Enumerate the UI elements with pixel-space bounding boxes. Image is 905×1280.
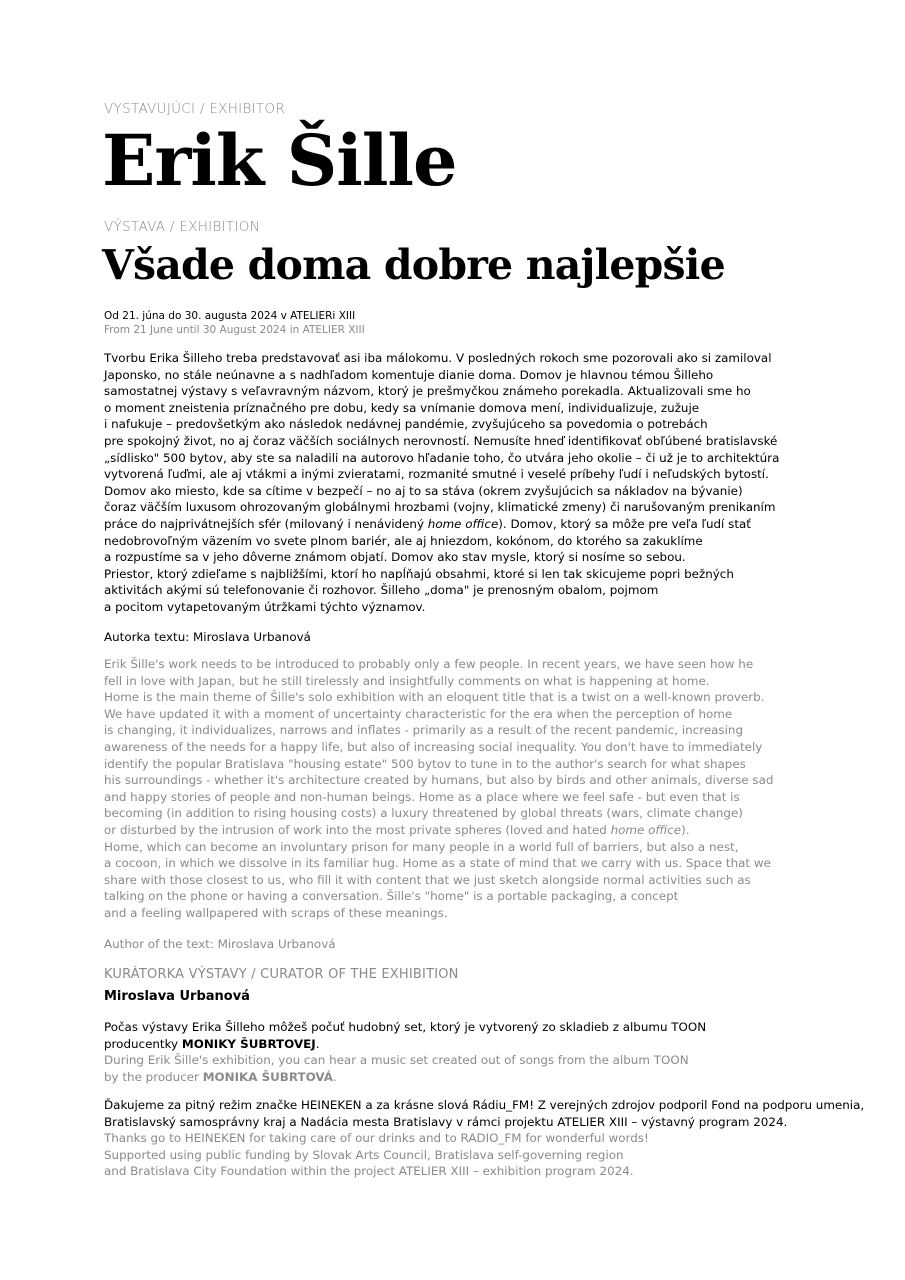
text-line: and happy stories of people and non-human beings. Home as a place where we feel safe - but even that is xyxy=(104,789,740,804)
thanks-en-line: Thanks go to HEINEKEN for taking care of our drinks and to RADIO_FM for wonderful words! xyxy=(104,1131,649,1146)
text-fragment: . xyxy=(315,1036,320,1051)
text-line: aktivitách akými sú telefonovanie či rozhovor. Šilleho „doma" je prenosným obalom, pojmom xyxy=(104,583,659,598)
text-line: becoming (in addition to rising housing costs) a luxury threatened by global threats (wars, climate change) xyxy=(104,806,743,821)
text-line xyxy=(104,516,834,533)
text-line: čoraz väčším luxusom ohrozovaným globálnymi hrozbami (vojny, klimatické zmeny) či narušovaným prenikaním xyxy=(104,500,776,515)
text-line: Domov ako miesto, kde sa cítime v bezpečí – no aj to sa stáva (okrem zvyšujúcich sa nákladov na bývanie) xyxy=(104,483,743,498)
music-en-line: During Erik Šille's exhibition, you can hear a music set created out of songs from the album TOON xyxy=(104,1053,689,1068)
thanks-en-line: and Bratislava City Foundation within the project ATELIER XIII – exhibition program 2024. xyxy=(104,1164,634,1179)
dates-sk: Od 21. júna do 30. augusta 2024 v ATELIERi XIII xyxy=(104,310,356,322)
text-line: talking on the phone or having a conversation. Šille's "home" is a portable packaging, a concept xyxy=(104,889,679,904)
dates-en: From 21 June until 30 August 2024 in ATELIER XIII xyxy=(104,324,365,336)
text-line: is changing, it individualizes, narrows and inflates - primarily as a result of the recent pandemic, increasing xyxy=(104,723,744,738)
text-line: Erik Šille's work needs to be introduced to probably only a few people. In recent years, we have seen how he xyxy=(104,657,754,671)
text-line: pre spokojný život, no aj čoraz väčších sociálnych nerovností. Nemusíte hneď identifikovať obľúbené bratislavské xyxy=(104,433,778,448)
text-italic: home office xyxy=(610,822,682,837)
text-line: Japonsko, no stále neúnavne a s nadhľadom komentuje dianie doma. Domov je hlavnou témou Šilleho xyxy=(104,367,714,382)
text-line: his surroundings - whether it's architecture created by humans, but also by birds and other animals, diverse sad xyxy=(104,773,774,788)
text-fragment: by the producer xyxy=(104,1069,203,1084)
text-en xyxy=(104,656,834,922)
text-line: a rozpustíme sa v jeho dôverne známom objatí. Domov ako stav mysle, ktorý si nosíme so sebou. xyxy=(104,550,686,565)
music-en-line xyxy=(104,1069,834,1086)
text-fragment: . xyxy=(333,1069,337,1084)
curator-name: Miroslava Urbanová xyxy=(104,989,250,1004)
text-line: We have updated it with a moment of uncertainty characteristic for the era when the perception of home xyxy=(104,706,733,721)
text-line: awareness of the needs for a happy life, but also of increasing social inequality. You don't have to immediately xyxy=(104,739,763,754)
text-line: Home is the main theme of Šille's solo exhibition with an eloquent title that is a twist on a well-known proverb. xyxy=(104,690,765,705)
text-fragment: producentky xyxy=(104,1036,182,1051)
artist-name: Erik Šille xyxy=(102,119,457,202)
thanks-note xyxy=(104,1097,865,1180)
exhibitor-label: VYSTAVUJÚCI / EXHIBITOR xyxy=(104,101,286,117)
text-fragment: práce do najprivátnejších sfér (milovaný i nenávidený xyxy=(104,516,428,531)
text-line: „sídlisko" 500 bytov, aby ste sa naladili na autorovo hľadanie toho, čo utvára jeho okolie – či už je to architektúra xyxy=(104,450,780,465)
text-line: Tvorbu Erika Šilleho treba predstavovať asi iba málokomu. V posledných rokoch sme pozorovali ako si zamiloval xyxy=(104,351,772,365)
producer-name-en: MONIKA ŠUBRTOVÁ xyxy=(202,1069,333,1084)
text-line: Priestor, ktorý zdieľame s najbližšími, ktorí ho napĺňajú obsahmi, ktoré si len tak skicujeme popri bežných xyxy=(104,566,734,581)
exhibition-title: Všade doma dobre najlepšie xyxy=(102,241,725,289)
author-sk: Autorka textu: Miroslava Urbanová xyxy=(104,630,311,644)
text-line: samostatnej výstavy s veľavravným názvom, ktorý je prešmyčkou známeho porekadla. Aktualizovali sme ho xyxy=(104,384,751,399)
text-line: vytvorená ľuďmi, ale aj vtákmi a inými zvieratami, rozmanité smutné i veselé príbehy ľudí i neľudských bytostí. xyxy=(104,467,769,482)
text-fragment: or disturbed by the intrusion of work into the most private spheres (loved and hated xyxy=(104,822,611,837)
producer-name-sk: MONIKY ŠUBRTOVEJ xyxy=(181,1036,316,1051)
exhibition-dates xyxy=(104,309,365,337)
music-note xyxy=(104,1019,834,1085)
text-fragment: ). xyxy=(681,822,690,837)
music-sk-line xyxy=(104,1036,834,1053)
thanks-en-line: Supported using public funding by Slovak Arts Council, Bratislava self-governing region xyxy=(104,1147,624,1162)
curator-label: KURÁTORKA VÝSTAVY / CURATOR OF THE EXHIBITION xyxy=(104,967,459,982)
text-line: a pocitom vytapetovaným útržkami týchto významov. xyxy=(104,599,426,614)
author-en: Author of the text: Miroslava Urbanová xyxy=(104,937,336,951)
text-line: Home, which can become an involuntary prison for many people in a world full of barriers, but also a nest, xyxy=(104,839,739,854)
text-line: a cocoon, in which we dissolve in its familiar hug. Home as a state of mind that we carry with us. Space that we xyxy=(104,856,771,871)
text-line: i nafukuje – predovšetkým ako následok nedávnej pandémie, zvyšujúceho sa povedomia o potrebách xyxy=(104,417,708,432)
text-line xyxy=(104,822,834,839)
text-line: and a feeling wallpapered with scraps of these meanings. xyxy=(104,905,448,920)
text-fragment: ). Domov, ktorý sa môže pre veľa ľudí stať xyxy=(498,516,751,531)
text-line: share with those closest to us, who fill it with content that we just sketch alongside normal activities such as xyxy=(104,872,751,887)
exhibition-label: VÝSTAVA / EXHIBITION xyxy=(104,219,261,235)
music-sk-line: Počas výstavy Erika Šilleho môžeš počuť hudobný set, ktorý je vytvorený zo skladieb z albumu TOON xyxy=(104,1020,707,1034)
text-line: o moment zneistenia príznačného pre dobu, kedy sa vnímanie domova mení, individualizuje, zužuje xyxy=(104,400,700,415)
text-sk xyxy=(104,350,834,616)
text-italic: home office xyxy=(427,516,499,531)
text-line: nedobrovoľným väzením vo svete plnom bariér, ale aj hniezdom, kokónom, do ktorého sa zakuklíme xyxy=(104,533,703,548)
thanks-sk-line: Ďakujeme za pitný režim značke HEINEKEN a za krásne slová Rádiu_FM! Z verejných zdrojov podporil Fond na podporu umenia, xyxy=(104,1098,865,1112)
thanks-sk-line: Bratislavský samosprávny kraj a Nadácia mesta Bratislavy v rámci projektu ATELIER XIII – výstavný program 2024. xyxy=(104,1114,788,1129)
text-line: identify the popular Bratislava "housing estate" 500 bytov to tune in to the author's search for what shapes xyxy=(104,756,746,771)
text-line: fell in love with Japan, but he still tirelessly and insightfully comments on what is happening at home. xyxy=(104,673,710,688)
